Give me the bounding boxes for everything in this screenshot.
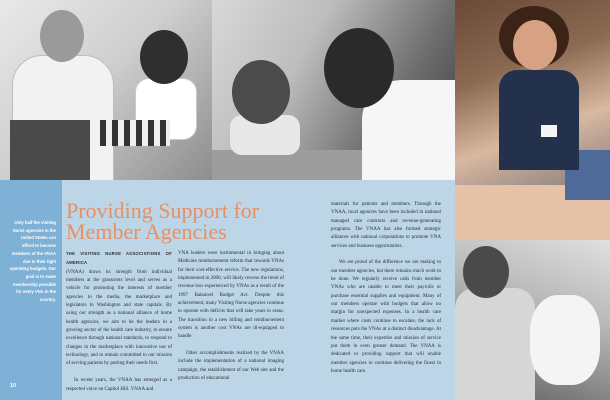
woman-body — [455, 288, 535, 400]
sidebar-callout: Only half the Visiting Nurse agencies in the United States can afford to become members of the VNAA due to their tight operating budgets. Our goal is to make membership possible for every VNA in the country. — [9, 220, 56, 303]
infant-figure — [530, 295, 600, 385]
nurse-pants — [10, 120, 90, 180]
nurse-head — [40, 10, 84, 62]
woman-head — [463, 246, 509, 298]
paragraph: VNA leaders were instrumental in bringing about Medicare reimbursement reform that rewards VNAs for their cost-effective service. The new regulations, implemented in 2000, will likely reverse the trend of revenue loss experienced by VNAs as a result of the 1997 Balanced Budget Act. Despite this achievement, many Visiting Nurse agencies continue to operate with deficits that will take years to erase. The transition to a new billing and reimbursement system is another cost VNAs are ill-equipped to handle. — [178, 251, 284, 340]
photo-woman-with-infant — [455, 240, 610, 400]
paragraph: materials for patients and members. Through the VNAA, local agencies have been included in national managed care contracts and revenue-generating programs. The VNAA has also formed strategic alliances with national corporations to promote VNA services and business opportunities. — [331, 202, 441, 249]
nurse-vest — [499, 70, 579, 170]
page-title: Providing Support for Member Agencies — [66, 198, 260, 244]
text-column-2 — [178, 250, 284, 384]
paragraph — [66, 250, 172, 369]
page-number: 10 — [10, 383, 16, 389]
text-column-1 — [66, 250, 172, 392]
photo-nurse-with-child — [0, 0, 212, 180]
paragraph-text: (VNAA) draws its strength from individual members at the grassroots level and serves as a vehicle for promoting the interests of member agencies to the media, the marketplace and legislators in Washington and state capitals. By using our strength as a national alliance of home health agencies, we aim to be the leaders in a growing sector of the health care industry, to ensure excellence through national standards, to respond to changes in the marketplace with innovative use of technology, and to remain committed to our mission of serving patients by putting their needs first. — [66, 269, 172, 367]
paragraph: In recent years, the VNAA has emerged as a respected voice on Capitol Hill. VNAA and — [66, 378, 172, 392]
lead-in: THE VISITING NURSE ASSOCIATIONS OF AMERICA — [66, 251, 172, 266]
text-column-3 — [331, 201, 441, 395]
photo-nurse-treating-patient — [455, 0, 610, 240]
child-head — [140, 30, 188, 84]
id-badge — [541, 125, 557, 137]
child-striped-legs — [100, 120, 170, 146]
photo-nurse-with-baby — [212, 0, 455, 180]
baby-head — [232, 60, 290, 124]
nurse-head — [324, 28, 394, 108]
paragraph: Other accomplishments realized by the VNAA include the implementation of a national imaging campaign, the establishment of our Web site and the production of educational — [178, 351, 284, 382]
paragraph: We are proud of the difference we are making to our member agencies, but there remains much work to be done. We regularly receive calls from member VNAs who are unable to meet their payrolls or purchase essential supplies and equipment. Many of our members operate with budgets that allow no margin for unexpected expenses. In a health care market where costs continue to escalate, the lack of resources puts the VNAs at a distinct disadvantage. At the same time, their expertise and mission of service put them in even greater demand. The VNAA is dedicated to providing support that will enable member agencies to continue delivering the finest in home health care. — [331, 260, 441, 374]
nurse-face — [513, 20, 557, 70]
